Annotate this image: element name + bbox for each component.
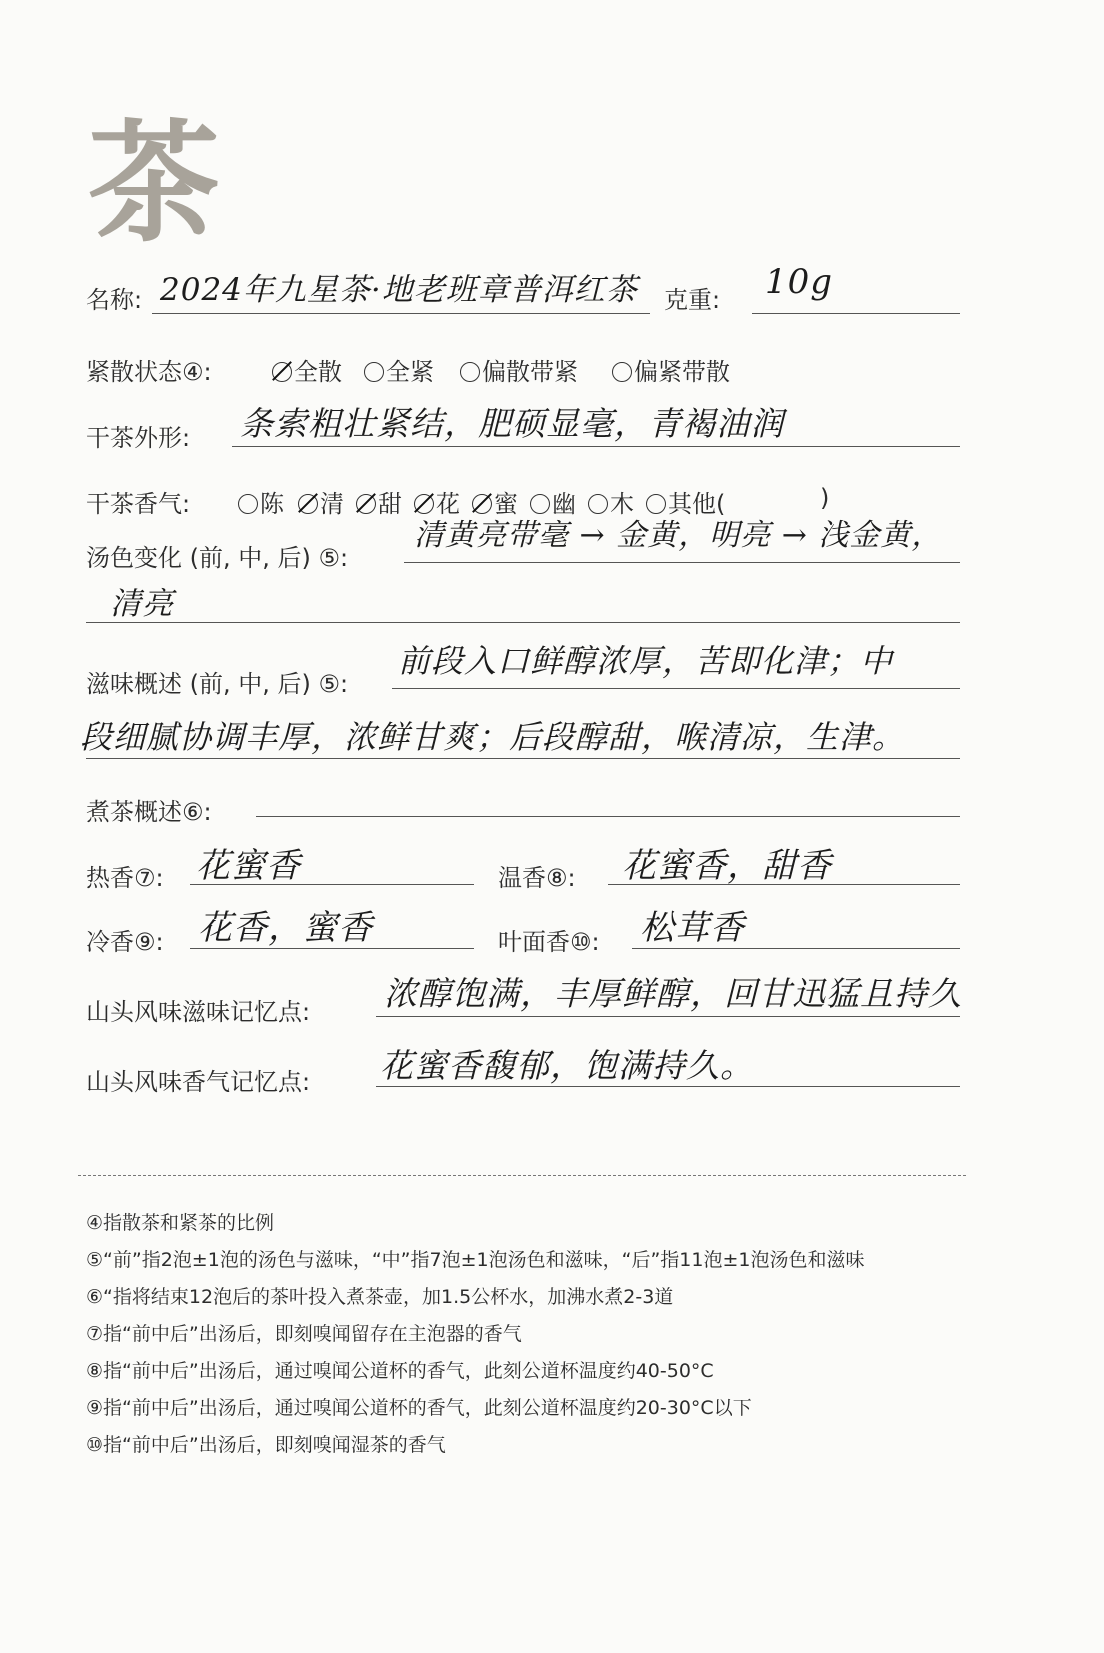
dry-shape-label: 干茶外形: [86,424,191,452]
note-5: ⑤“前”指2泡±1泡的汤色与滋味，“中”指7泡±1泡汤色和滋味，“后”指11泡±1泡汤色和滋味 [86,1249,865,1271]
checked-circle-icon [356,494,376,514]
dry-aroma-label: 干茶香气: [86,490,191,518]
aroma-option-other[interactable]: 其他( [646,484,725,519]
checked-circle-icon [272,362,292,382]
cold-aroma-value: 花香，蜜香 [198,908,373,948]
aroma-option-sweet[interactable]: 甜 [356,484,402,519]
circle-icon [612,362,632,382]
taste-line-2 [86,758,960,759]
mountain-aroma-label: 山头风味香气记忆点: [86,1068,311,1096]
mountain-taste-value: 浓醇饱满，丰厚鲜醇，回甘迅猛且持久 [384,974,962,1013]
circle-icon [364,362,384,382]
circle-icon [238,494,258,514]
notes-divider [78,1175,966,1176]
taste-value-2: 段细腻协调丰厚，浓鲜甘爽；后段醇甜，喉清凉，生津。 [80,718,906,756]
tightness-label: 紧散状态④: [86,358,212,386]
dry-shape-value: 条索粗壮紧结，肥硕显毫，青褐油润 [240,404,784,443]
soup-color-value-1: 清黄亮带毫 → 金黄，明亮 → 浅金黄， [414,518,943,553]
warm-aroma-value: 花蜜香，甜香 [622,846,832,886]
aroma-option-clear[interactable]: 清 [298,484,344,519]
mountain-taste-label: 山头风味滋味记忆点: [86,998,311,1026]
soup-color-label: 汤色变化 (前, 中, 后) ⑤: [86,544,349,572]
name-line [152,313,650,314]
soup-color-value-2: 清亮 [110,586,174,622]
hot-aroma-label: 热香⑦: [86,864,164,892]
warm-aroma-label: 温香⑧: [498,864,576,892]
tightness-option-mostly-loose[interactable]: 偏散带紧 [460,352,578,387]
cold-aroma-label: 冷香⑨: [86,928,164,956]
taste-value-1: 前段入口鲜醇浓厚，苦即化津；中 [398,642,894,680]
note-7: ⑦指“前中后”出汤后，即刻嗅闻留存在主泡器的香气 [86,1323,522,1345]
tightness-option-tight[interactable]: 全紧 [364,352,434,387]
hot-aroma-line [190,884,474,885]
aroma-other-close: ) [820,484,830,512]
note-9: ⑨指“前中后”出汤后，通过嗅闻公道杯的香气，此刻公道杯温度约20-30°C以下 [86,1397,752,1419]
aroma-option-honey[interactable]: 蜜 [472,484,518,519]
tightness-option-loose[interactable]: 全散 [272,352,342,387]
warm-aroma-line [608,884,960,885]
aroma-option-floral[interactable]: 花 [414,484,460,519]
taste-label: 滋味概述 (前, 中, 后) ⑤: [86,670,349,698]
aroma-option-subtle[interactable]: 幽 [530,484,576,519]
note-10: ⑩指“前中后”出汤后，即刻嗅闻湿茶的香气 [86,1434,446,1456]
weight-label: 克重: [664,286,721,314]
boil-label: 煮茶概述⑥: [86,798,212,826]
dry-shape-line [232,446,960,447]
hot-aroma-value: 花蜜香 [196,846,301,886]
note-6: ⑥“指将结束12泡后的茶叶投入煮茶壶，加1.5公杯水，加沸水煮2-3道 [86,1286,674,1308]
weight-line [752,313,960,314]
note-4: ④指散茶和紧茶的比例 [86,1212,275,1234]
mountain-aroma-value: 花蜜香馥郁，饱满持久。 [380,1046,754,1085]
boil-line [256,816,960,817]
leaf-aroma-label: 叶面香⑩: [498,928,600,956]
soup-color-line-1 [404,562,960,563]
aroma-option-aged[interactable]: 陈 [238,484,284,519]
leaf-aroma-value: 松茸香 [640,908,745,948]
cold-aroma-line [190,948,474,949]
taste-line-1 [392,688,960,689]
weight-value: 10g [765,262,834,302]
mountain-taste-line [376,1016,960,1017]
mountain-aroma-line [376,1086,960,1087]
checked-circle-icon [298,494,318,514]
soup-color-line-2 [86,622,960,623]
aroma-option-woody[interactable]: 木 [588,484,634,519]
leaf-aroma-line [632,948,960,949]
name-value: 2024年九星茶·地老班章普洱红茶 [160,272,638,308]
circle-icon [460,362,480,382]
name-label: 名称: [86,286,143,314]
tea-title-char: 茶 [88,106,220,261]
note-8: ⑧指“前中后”出汤后，通过嗅闻公道杯的香气，此刻公道杯温度约40-50°C [86,1360,714,1382]
tightness-option-mostly-tight[interactable]: 偏紧带散 [612,352,730,387]
